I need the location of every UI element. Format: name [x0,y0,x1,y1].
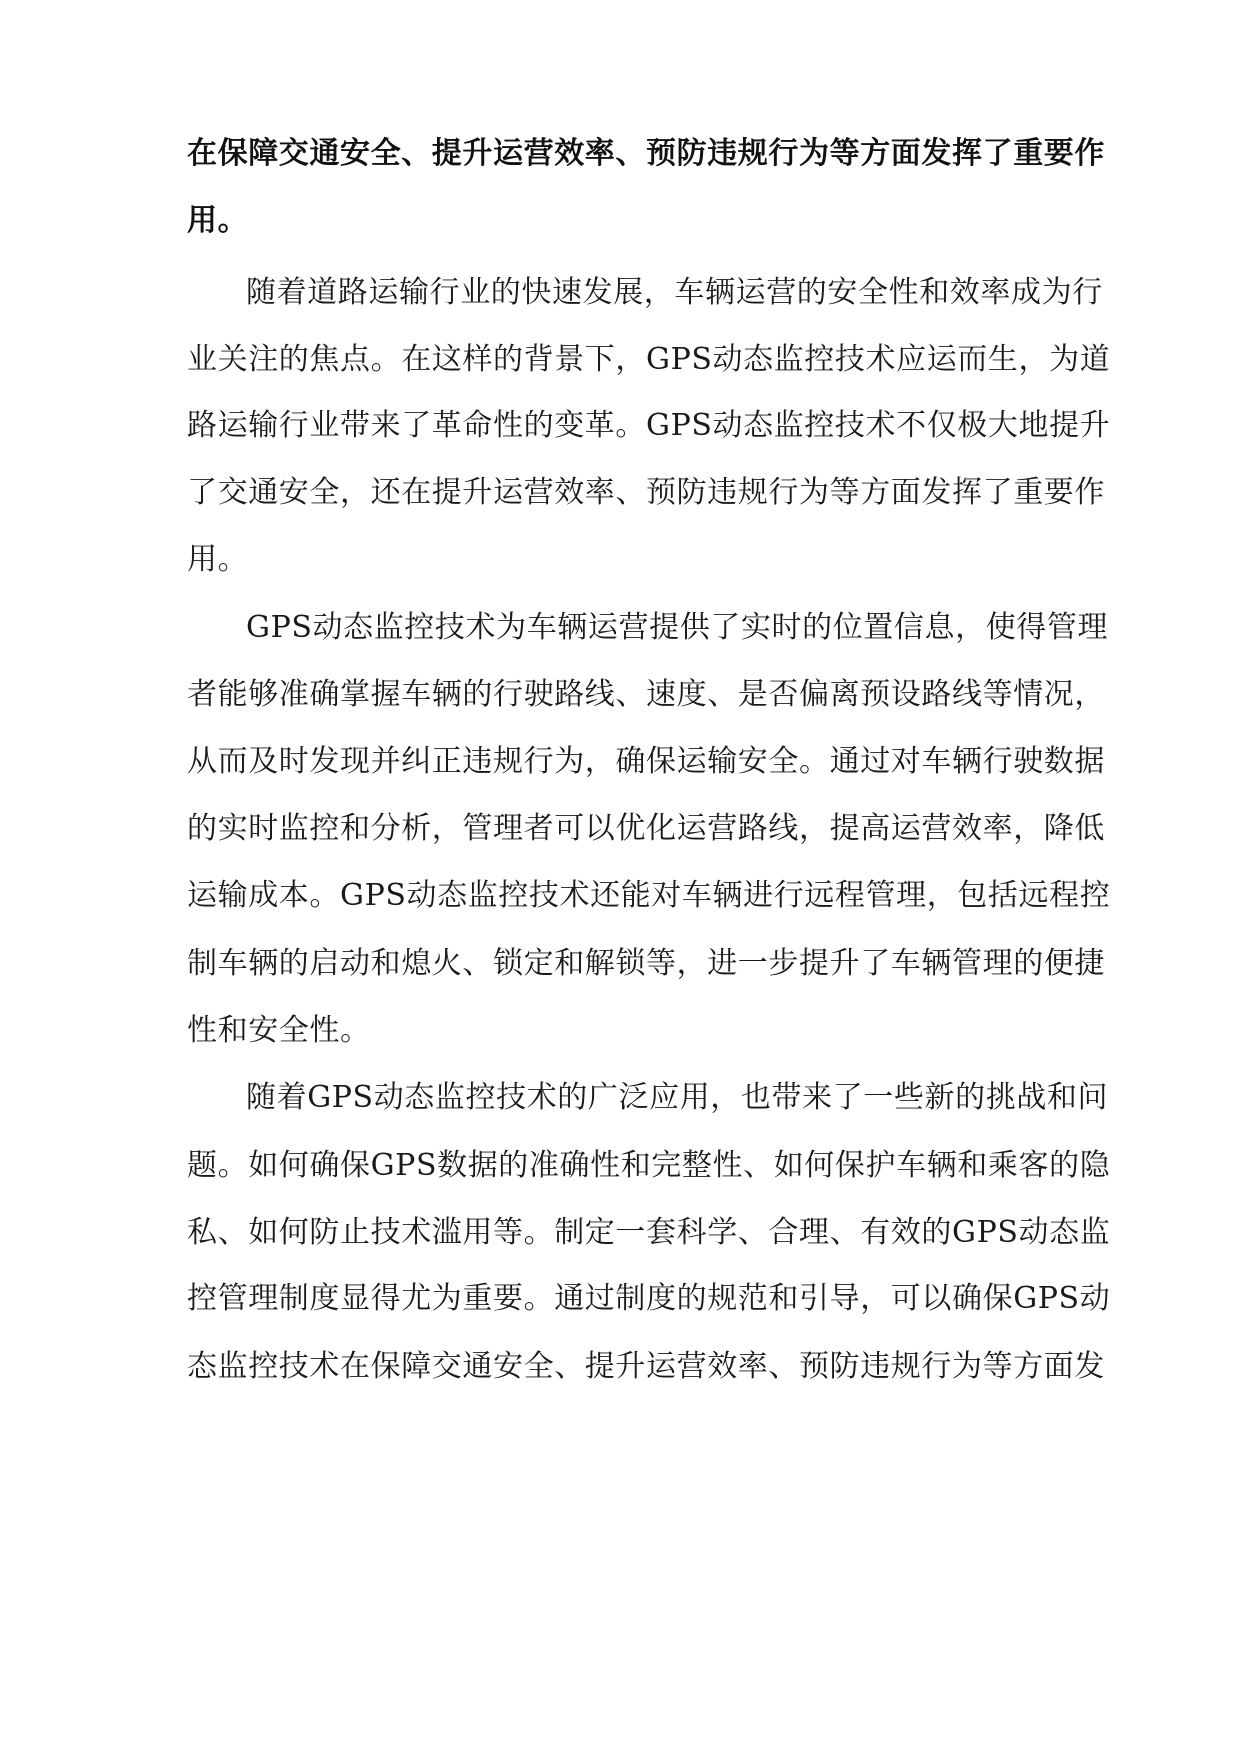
text-line: 在保障交通安全、提升运营效率、预防违规行为等方面发挥了重要作 [187,136,1105,171]
text-line: 态监控技术在保障交通安全、提升运营效率、预防违规行为等方面发 [187,1349,1105,1384]
text-line: 私、如何防止技术滥用等。制定一套科学、合理、有效的GPS动态监 [187,1215,1111,1250]
paragraph-first-line: GPS动态监控技术为车辆运营提供了实时的位置信息，使得管理 [246,610,1109,645]
text-line: 性和安全性。 [187,1013,371,1048]
text-line: 用。 [187,542,249,577]
text-line: 者能够准确掌握车辆的行驶路线、速度、是否偏离预设路线等情况， [187,677,1105,712]
paragraph-first-line: 随着道路运输行业的快速发展，车辆运营的安全性和效率成为行 [246,275,1103,310]
text-line: 了交通安全，还在提升运营效率、预防违规行为等方面发挥了重要作 [187,475,1105,510]
text-line: 路运输行业带来了革命性的变革。GPS动态监控技术不仅极大地提升 [187,408,1111,443]
text-line: 控管理制度显得尤为重要。通过制度的规范和引导，可以确保GPS动 [187,1281,1111,1316]
text-line: 题。如何确保GPS数据的准确性和完整性、如何保护车辆和乘客的隐 [187,1148,1111,1183]
text-line: 用。 [187,203,249,238]
text-line: 业关注的焦点。在这样的背景下，GPS动态监控技术应运而生，为道 [187,342,1111,377]
text-line: 制车辆的启动和熄火、锁定和解锁等，进一步提升了车辆管理的便捷 [187,946,1105,981]
text-line: 运输成本。GPS动态监控技术还能对车辆进行远程管理，包括远程控 [187,878,1111,913]
paragraph-first-line: 随着GPS动态监控技术的广泛应用，也带来了一些新的挑战和问 [246,1080,1109,1115]
text-line: 的实时监控和分析，管理者可以优化运营路线，提高运营效率，降低 [187,811,1105,846]
text-line: 从而及时发现并纠正违规行为，确保运输安全。通过对车辆行驶数据 [187,744,1105,779]
